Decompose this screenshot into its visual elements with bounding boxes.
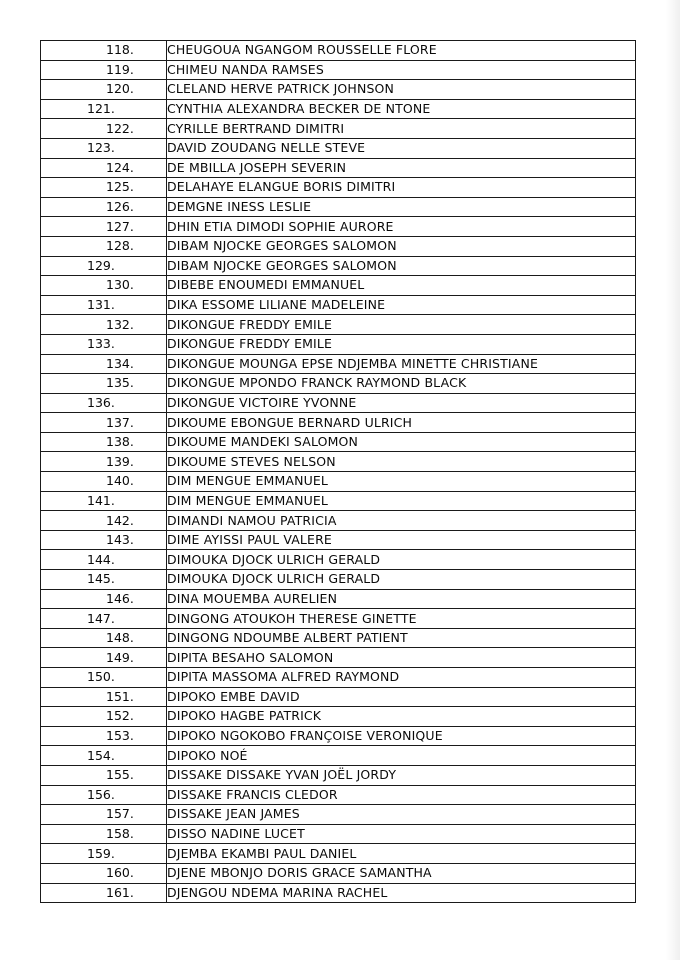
page-edge-shadow	[666, 0, 680, 960]
row-name: DEMGNE INESS LESLIE	[167, 197, 636, 217]
row-name: DIBAM NJOCKE GEORGES SALOMON	[167, 236, 636, 256]
row-number: 150.	[41, 668, 167, 688]
table-row	[41, 295, 636, 315]
table-row	[41, 707, 636, 727]
row-number: 124.	[41, 158, 167, 178]
row-number: 142.	[41, 511, 167, 531]
row-number: 160.	[41, 863, 167, 883]
table-row	[41, 687, 636, 707]
table-row	[41, 138, 636, 158]
row-number: 156.	[41, 785, 167, 805]
row-name: DIMOUKA DJOCK ULRICH GERALD	[167, 570, 636, 590]
row-number: 134.	[41, 354, 167, 374]
table-row	[41, 883, 636, 903]
table-row	[41, 785, 636, 805]
table-row	[41, 374, 636, 394]
table-row	[41, 863, 636, 883]
row-name: DIKOUME STEVES NELSON	[167, 452, 636, 472]
row-name: DIKA ESSOME LILIANE MADELEINE	[167, 295, 636, 315]
table-row	[41, 472, 636, 492]
row-number: 161.	[41, 883, 167, 903]
row-name: DJENGOU NDEMA MARINA RACHEL	[167, 883, 636, 903]
row-name: DIME AYISSI PAUL VALERE	[167, 530, 636, 550]
row-number: 119.	[41, 60, 167, 80]
row-number: 145.	[41, 570, 167, 590]
table-row	[41, 511, 636, 531]
row-name: DIKONGUE FREDDY EMILE	[167, 334, 636, 354]
row-name: DJENE MBONJO DORIS GRACE SAMANTHA	[167, 863, 636, 883]
row-number: 132.	[41, 315, 167, 335]
row-number: 144.	[41, 550, 167, 570]
row-name: DIMANDI NAMOU PATRICIA	[167, 511, 636, 531]
row-number: 125.	[41, 178, 167, 198]
row-name: DIKONGUE MPONDO FRANCK RAYMOND BLACK	[167, 374, 636, 394]
table-row	[41, 726, 636, 746]
table-row	[41, 805, 636, 825]
row-number: 157.	[41, 805, 167, 825]
table-row	[41, 217, 636, 237]
row-name: DIMOUKA DJOCK ULRICH GERALD	[167, 550, 636, 570]
row-number: 136.	[41, 393, 167, 413]
table-row	[41, 334, 636, 354]
table-row	[41, 236, 636, 256]
row-name: CYRILLE BERTRAND DIMITRI	[167, 119, 636, 139]
row-number: 122.	[41, 119, 167, 139]
row-number: 149.	[41, 648, 167, 668]
table-row	[41, 589, 636, 609]
table-row	[41, 765, 636, 785]
row-name: DE MBILLA JOSEPH SEVERIN	[167, 158, 636, 178]
row-name: DINGONG NDOUMBE ALBERT PATIENT	[167, 628, 636, 648]
row-number: 131.	[41, 295, 167, 315]
table-row	[41, 668, 636, 688]
row-number: 158.	[41, 824, 167, 844]
table-row	[41, 648, 636, 668]
table-row	[41, 256, 636, 276]
row-name: DIPOKO NOÉ	[167, 746, 636, 766]
row-name: DIKOUME EBONGUE BERNARD ULRICH	[167, 413, 636, 433]
row-name: CYNTHIA ALEXANDRA BECKER DE NTONE	[167, 99, 636, 119]
row-number: 121.	[41, 99, 167, 119]
row-name: DIPOKO HAGBE PATRICK	[167, 707, 636, 727]
table-row	[41, 315, 636, 335]
row-number: 129.	[41, 256, 167, 276]
row-name: CLELAND HERVE PATRICK JOHNSON	[167, 80, 636, 100]
table-row	[41, 41, 636, 61]
row-name: DINA MOUEMBA AURELIEN	[167, 589, 636, 609]
row-number: 159.	[41, 844, 167, 864]
row-name: DIM MENGUE EMMANUEL	[167, 491, 636, 511]
row-number: 128.	[41, 236, 167, 256]
row-name: DIPOKO NGOKOBO FRANÇOISE VERONIQUE	[167, 726, 636, 746]
row-name: DIKONGUE VICTOIRE YVONNE	[167, 393, 636, 413]
row-name: DISSAKE FRANCIS CLEDOR	[167, 785, 636, 805]
table-row	[41, 824, 636, 844]
table-row	[41, 570, 636, 590]
table-row	[41, 393, 636, 413]
row-name: CHIMEU NANDA RAMSES	[167, 60, 636, 80]
row-number: 127.	[41, 217, 167, 237]
row-number: 141.	[41, 491, 167, 511]
row-name: DHIN ETIA DIMODI SOPHIE AURORE	[167, 217, 636, 237]
table-row	[41, 80, 636, 100]
row-number: 143.	[41, 530, 167, 550]
table-row	[41, 746, 636, 766]
names-table-body	[41, 41, 636, 903]
row-name: DIPITA MASSOMA ALFRED RAYMOND	[167, 668, 636, 688]
row-name: DIKOUME MANDEKI SALOMON	[167, 432, 636, 452]
table-row	[41, 432, 636, 452]
table-row	[41, 452, 636, 472]
table-row	[41, 628, 636, 648]
row-number: 133.	[41, 334, 167, 354]
table-row	[41, 354, 636, 374]
row-number: 148.	[41, 628, 167, 648]
row-name: DINGONG ATOUKOH THERESE GINETTE	[167, 609, 636, 629]
row-number: 120.	[41, 80, 167, 100]
row-name: DIKONGUE FREDDY EMILE	[167, 315, 636, 335]
table-row	[41, 158, 636, 178]
row-number: 138.	[41, 432, 167, 452]
table-row	[41, 844, 636, 864]
row-name: DISSAKE JEAN JAMES	[167, 805, 636, 825]
row-name: DAVID ZOUDANG NELLE STEVE	[167, 138, 636, 158]
row-number: 155.	[41, 765, 167, 785]
row-number: 118.	[41, 41, 167, 61]
row-number: 135.	[41, 374, 167, 394]
names-table	[40, 40, 636, 903]
row-name: DIPOKO EMBE DAVID	[167, 687, 636, 707]
row-number: 140.	[41, 472, 167, 492]
table-row	[41, 197, 636, 217]
row-number: 139.	[41, 452, 167, 472]
table-row	[41, 609, 636, 629]
row-number: 154.	[41, 746, 167, 766]
row-name: DJEMBA EKAMBI PAUL DANIEL	[167, 844, 636, 864]
table-row	[41, 60, 636, 80]
row-name: DIBEBE ENOUMEDI EMMANUEL	[167, 276, 636, 296]
row-name: DIPITA BESAHO SALOMON	[167, 648, 636, 668]
row-name: DIKONGUE MOUNGA EPSE NDJEMBA MINETTE CHRISTIANE	[167, 354, 636, 374]
row-number: 137.	[41, 413, 167, 433]
row-name: CHEUGOUA NGANGOM ROUSSELLE FLORE	[167, 41, 636, 61]
row-name: DISSAKE DISSAKE YVAN JOËL JORDY	[167, 765, 636, 785]
row-name: DIM MENGUE EMMANUEL	[167, 472, 636, 492]
row-number: 126.	[41, 197, 167, 217]
table-row	[41, 491, 636, 511]
row-name: DIBAM NJOCKE GEORGES SALOMON	[167, 256, 636, 276]
table-row	[41, 550, 636, 570]
row-number: 147.	[41, 609, 167, 629]
table-row	[41, 99, 636, 119]
row-number: 152.	[41, 707, 167, 727]
row-number: 151.	[41, 687, 167, 707]
row-number: 123.	[41, 138, 167, 158]
row-name: DISSO NADINE LUCET	[167, 824, 636, 844]
row-number: 146.	[41, 589, 167, 609]
row-name: DELAHAYE ELANGUE BORIS DIMITRI	[167, 178, 636, 198]
table-row	[41, 276, 636, 296]
table-row	[41, 530, 636, 550]
table-row	[41, 119, 636, 139]
table-row	[41, 413, 636, 433]
row-number: 130.	[41, 276, 167, 296]
table-row	[41, 178, 636, 198]
row-number: 153.	[41, 726, 167, 746]
